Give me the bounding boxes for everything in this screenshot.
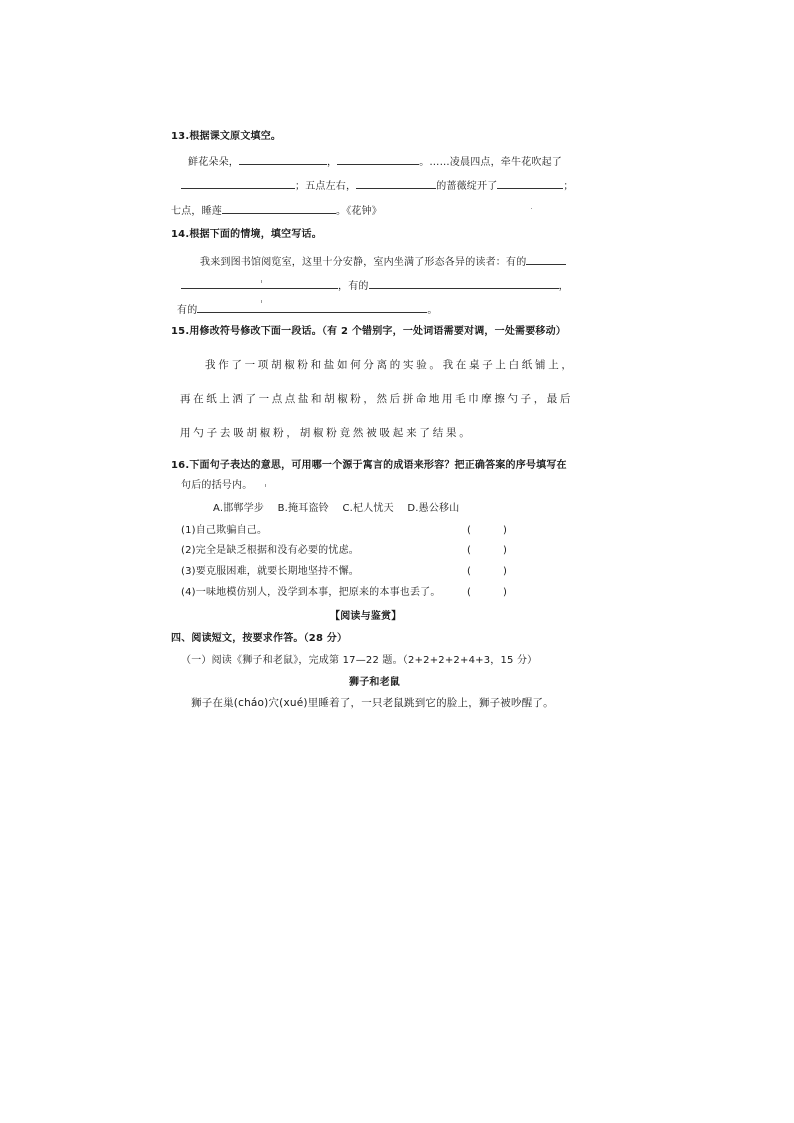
q14-line1 <box>200 253 566 270</box>
answer-paren-close: ) <box>503 566 507 577</box>
q13-text: 鲜花朵朵， <box>188 157 239 168</box>
q14-line3 <box>177 301 438 318</box>
fill-blank[interactable] <box>239 153 327 165</box>
q16-options: A.邯郸学步 B.掩耳盗铃 C.杞人忧天 D.愚公移山 <box>213 503 460 514</box>
q14-title: 14.根据下面的情境，填空写话。 <box>171 229 322 240</box>
q14-text: 有的 <box>177 305 198 316</box>
q13-text: 的蔷薇绽开了 <box>436 181 498 192</box>
fill-blank[interactable] <box>526 253 566 265</box>
fill-blank[interactable] <box>181 177 295 189</box>
answer-paren-open: ( <box>467 525 471 536</box>
q14-text: 。 <box>427 305 438 316</box>
q14-text: 我来到图书馆阅览室，这里十分安静，室内坐满了形态各异的读者：有的 <box>200 257 527 268</box>
q16-item: (4)一味地模仿别人，没学到本事，把原来的本事也丢了。 <box>181 587 441 598</box>
fill-blank[interactable] <box>356 177 436 189</box>
answer-paren-close: ) <box>503 525 507 536</box>
scan-speck <box>261 280 262 283</box>
q13-line3 <box>171 202 382 219</box>
section-heading: 【阅读与鉴赏】 <box>330 611 402 622</box>
q15-line3: 用勺子去吸胡椒粉，胡椒粉竟然被吸起来了结果。 <box>180 427 473 439</box>
q13-text: ， <box>327 157 338 168</box>
part4-subheading: （一）阅读《狮子和老鼠》，完成第 17—22 题。（2+2+2+2+4+3，15 分） <box>181 655 538 666</box>
q15-line2: 再在纸上洒了一点点盐和胡椒粉，然后拼命地用毛巾摩擦勺子，最后 <box>180 393 573 405</box>
part4-heading: 四、阅读短文，按要求作答。（28 分） <box>171 633 348 644</box>
fill-blank[interactable] <box>181 277 338 289</box>
story-paragraph: 狮子在巢(cháo)穴(xué)里睡着了，一只老鼠跳到它的脸上，狮子被吵醒了。 <box>191 697 554 709</box>
q15-line1: 我作了一项胡椒粉和盐如何分离的实验。我在桌子上白纸铺上， <box>205 359 575 371</box>
q16-item: (3)要克服困难，就要长期地坚持不懈。 <box>181 566 359 577</box>
q16-title-line2: 句后的括号内。 <box>181 480 253 491</box>
q16-title-line1: 16.下面句子表达的意思，可用哪一个源于寓言的成语来形容？把正确答案的序号填写在 <box>171 460 567 471</box>
q16-item: (1)自己欺骗自己。 <box>181 525 268 536</box>
answer-paren-open: ( <box>467 545 471 556</box>
fill-blank[interactable] <box>197 301 427 313</box>
q13-text: 。……凌晨四点，牵牛花吹起了 <box>419 157 563 168</box>
story-title: 狮子和老鼠 <box>349 677 400 688</box>
answer-paren-open: ( <box>467 587 471 598</box>
scan-speck <box>265 484 266 487</box>
fill-blank[interactable] <box>497 177 563 189</box>
fill-blank[interactable] <box>222 202 336 214</box>
fill-blank[interactable] <box>369 277 559 289</box>
q13-line1 <box>188 153 562 170</box>
scan-speck <box>531 208 532 209</box>
scan-speck <box>261 300 262 303</box>
q13-text: 七点，睡莲 <box>171 206 222 217</box>
answer-paren-open: ( <box>467 566 471 577</box>
q14-line2 <box>181 277 569 294</box>
q15-title: 15.用修改符号修改下面一段话。（有 2 个错别字，一处词语需要对调，一处需要移动） <box>171 326 567 337</box>
answer-paren-close: ) <box>503 545 507 556</box>
q13-text: ；五点左右， <box>295 181 357 192</box>
q13-title: 13.根据课文原文填空。 <box>171 131 282 142</box>
q14-text: ，有的 <box>338 281 369 292</box>
q13-text: ； <box>563 181 574 192</box>
answer-paren-close: ) <box>503 587 507 598</box>
fill-blank[interactable] <box>337 153 419 165</box>
q13-text: 。《花钟》 <box>336 206 382 217</box>
q14-text: ， <box>558 281 569 292</box>
q16-item: (2)完全是缺乏根据和没有必要的忧虑。 <box>181 545 359 556</box>
q13-line2 <box>181 177 574 194</box>
